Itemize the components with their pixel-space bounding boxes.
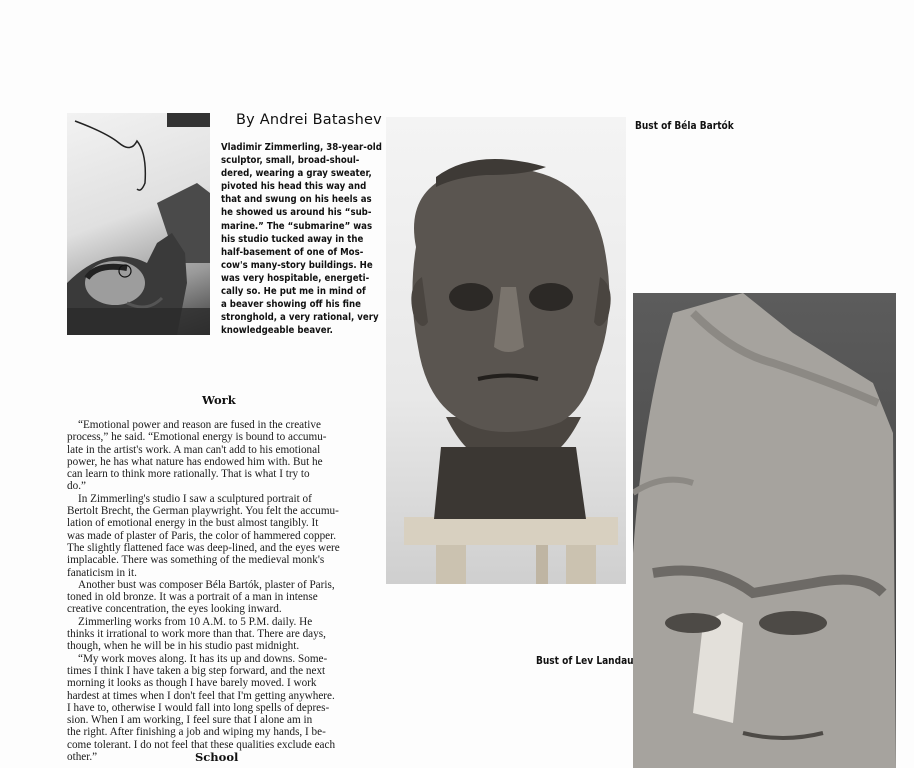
article-body bbox=[67, 419, 367, 763]
lead-line: that and swung on his heels as bbox=[221, 194, 372, 206]
body-line: lation of emotional energy in the bust almost tangibly. It bbox=[67, 517, 319, 530]
body-line: “My work moves along. It has its up and downs. Some- bbox=[78, 652, 328, 665]
body-line: power, he has what nature has endowed him with. But he bbox=[67, 455, 323, 468]
lead-line: a beaver showing off his fine bbox=[221, 299, 361, 311]
body-line: late in the artist's work. A man can't add to his emotional bbox=[67, 443, 321, 456]
body-line: creative concentration, the eyes looking inward. bbox=[67, 603, 282, 616]
body-line: thinks it irrational to work more than that. There are days, bbox=[67, 628, 326, 641]
body-line: though, when he will be in his studio past midnight. bbox=[67, 640, 300, 653]
lead-line: half-basement of one of Mos- bbox=[221, 246, 364, 258]
lead-line: pivoted his head this way and bbox=[221, 181, 367, 193]
body-line: do.” bbox=[67, 480, 86, 493]
lead-line: marine.” The “submarine” was bbox=[221, 220, 373, 232]
bartok-caption: Bust of Béla Bartók bbox=[635, 120, 734, 132]
section-heading-work: Work bbox=[202, 393, 236, 407]
lead-line: he showed us around his “sub- bbox=[221, 207, 372, 219]
lead-line: Vladimir Zimmerling, 38-year-old bbox=[221, 142, 382, 153]
lead-line: dered, wearing a gray sweater, bbox=[221, 168, 372, 180]
lead-line: his studio tucked away in the bbox=[221, 233, 364, 245]
section-heading-school: School bbox=[195, 750, 239, 764]
lead-line: stronghold, a very rational, very bbox=[221, 312, 379, 324]
body-line: The slightly flattened face was deep-lined, and the eyes were bbox=[67, 541, 340, 554]
lead-line: cow's many-story buildings. He bbox=[221, 259, 373, 271]
body-line: Another bust was composer Béla Bartók, plaster of Paris, bbox=[78, 578, 335, 591]
body-line: Bertolt Brecht, the German playwright. You felt the accumu- bbox=[67, 505, 339, 518]
body-line: times I think I have taken a big step forward, and the next bbox=[67, 664, 326, 677]
bartok-bust-photo bbox=[386, 117, 626, 584]
body-line: In Zimmerling's studio I saw a sculptured portrait of bbox=[78, 492, 312, 505]
bartok-bust-illustration bbox=[386, 117, 626, 584]
body-line: “Emotional power and reason are fused in the creative bbox=[78, 419, 321, 431]
body-line: other.” bbox=[67, 751, 98, 764]
body-line: sion. When I am working, I feel sure that I alone am in bbox=[67, 714, 313, 727]
landau-bust-illustration bbox=[633, 293, 896, 768]
sculptor-photo bbox=[67, 113, 210, 335]
body-line: hardest at times when I don't feel that I'm getting anywhere. bbox=[67, 689, 335, 702]
lead-line: sculptor, small, broad-shoul- bbox=[221, 155, 360, 167]
body-line: toned in old bronze. It was a portrait of a man in intense bbox=[67, 591, 318, 604]
byline: By Andrei Batashev bbox=[236, 112, 382, 128]
lead-line: cally so. He put me in mind of bbox=[221, 286, 366, 298]
body-line: process,” he said. “Emotional energy is bound to accumu- bbox=[67, 431, 327, 444]
body-line: was made of plaster of Paris, the color of hammered copper. bbox=[67, 529, 337, 542]
sculptor-at-work-illustration bbox=[67, 113, 210, 335]
body-line: I have to, otherwise I would fall into long spells of depres- bbox=[67, 701, 330, 714]
lead-paragraph bbox=[221, 141, 382, 337]
body-line: come tolerant. I do not feel that these qualities exclude each bbox=[67, 738, 336, 751]
body-line: Zimmerling works from 10 A.M. to 5 P.M. daily. He bbox=[78, 615, 313, 628]
lead-line: was very hospitable, energeti- bbox=[221, 272, 370, 284]
body-line: morning it looks as though I have barely moved. I work bbox=[67, 677, 317, 690]
body-line: can learn to think more rationally. That is what I try to bbox=[67, 468, 310, 481]
body-line: implacable. There was something of the medieval monk's bbox=[67, 554, 325, 567]
body-line: the right. After finishing a job and wiping my hands, I be- bbox=[67, 726, 326, 739]
lead-line: knowledgeable beaver. bbox=[221, 325, 333, 337]
landau-bust-photo bbox=[633, 293, 896, 768]
landau-caption: Bust of Lev Landau bbox=[536, 655, 634, 667]
body-line: fanaticism in it. bbox=[67, 566, 137, 579]
